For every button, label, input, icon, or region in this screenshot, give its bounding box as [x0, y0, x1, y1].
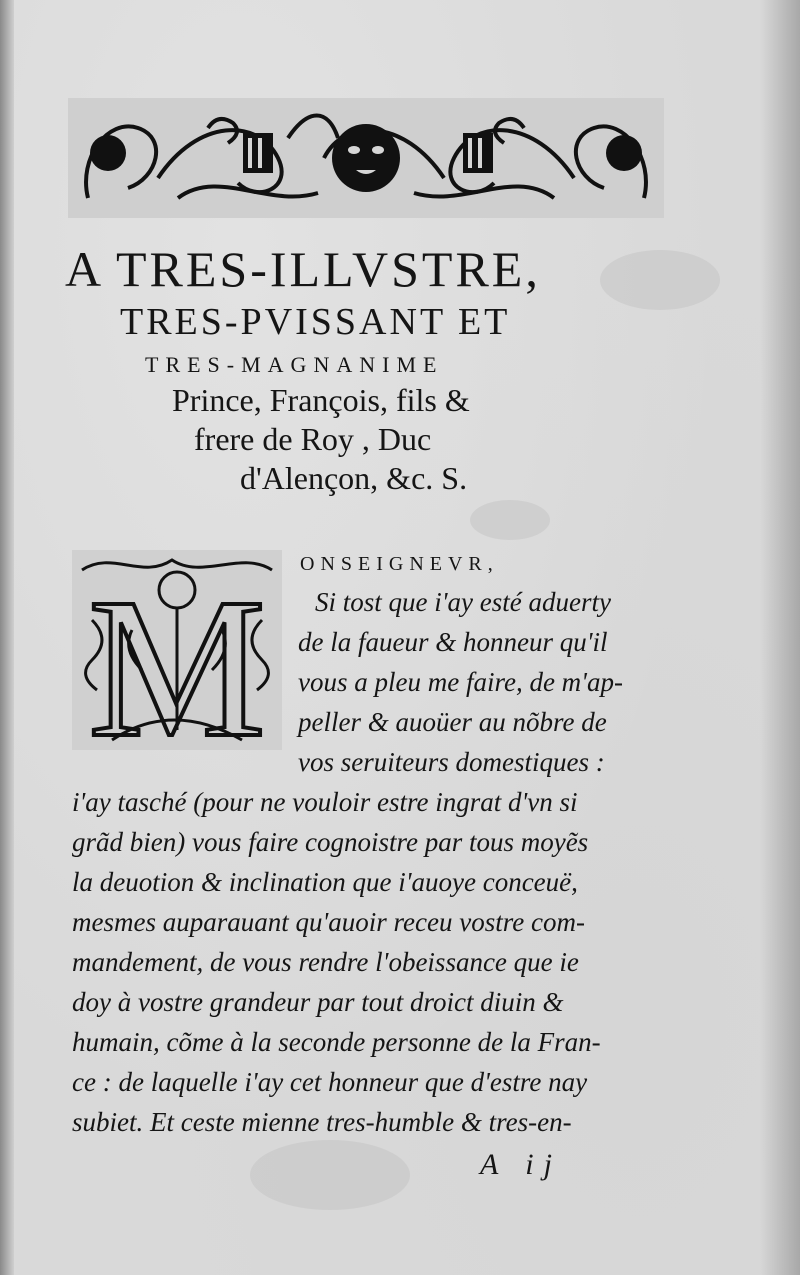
text-line: vous a pleu me faire, de m'ap-	[298, 667, 623, 697]
text-line: de la faueur & honneur qu'il	[298, 627, 608, 657]
decorated-initial	[72, 550, 282, 750]
salutation: ONSEIGNEVR,	[300, 553, 499, 575]
page-gutter	[0, 0, 14, 1275]
text-line: mesmes auparauant qu'auoir receu vostre com-	[72, 907, 585, 937]
title-line-3: TRES-MAGNANIME	[145, 352, 444, 377]
text-line: ce : de laquelle i'ay cet honneur que d'estre nay	[72, 1067, 588, 1097]
title-line-2: TRES-PVISSANT ET	[120, 301, 511, 343]
initial-letter: M	[88, 558, 266, 750]
paper-stain	[470, 500, 550, 540]
paper-stain	[250, 1140, 410, 1210]
signature-mark: A ij	[480, 1148, 562, 1181]
headpiece-ornament	[68, 98, 664, 218]
text-line: doy à vostre grandeur par tout droict diuin &	[72, 987, 564, 1017]
text-line: subiet. Et ceste mienne tres-humble & tres-en-	[72, 1107, 572, 1137]
text-line: mandement, de vous rendre l'obeissance que ie	[72, 947, 579, 977]
text-line: i'ay tasché (pour ne vouloir estre ingrat d'vn si	[72, 787, 578, 817]
text-line: grãd bien) vous faire cognoistre par tous moyẽs	[72, 827, 589, 857]
text-line: humain, cõme à la seconde personne de la Fran-	[72, 1027, 601, 1057]
text-line: vos seruiteurs domestiques :	[298, 747, 605, 777]
title-line-1: A TRES-ILLVSTRE,	[65, 241, 541, 297]
page-edge-shadow	[760, 0, 800, 1275]
text-line: Si tost que i'ay esté aduerty	[315, 587, 611, 617]
text-line: la deuotion & inclination que i'auoye conceuë,	[72, 867, 578, 897]
text-line: peller & auoüer au nõbre de	[298, 707, 607, 737]
title-line-5: frere de Roy , Duc	[194, 421, 432, 457]
title-line-6: d'Alençon, &c. S.	[240, 460, 468, 496]
title-line-4: Prince, François, fils &	[172, 382, 470, 418]
